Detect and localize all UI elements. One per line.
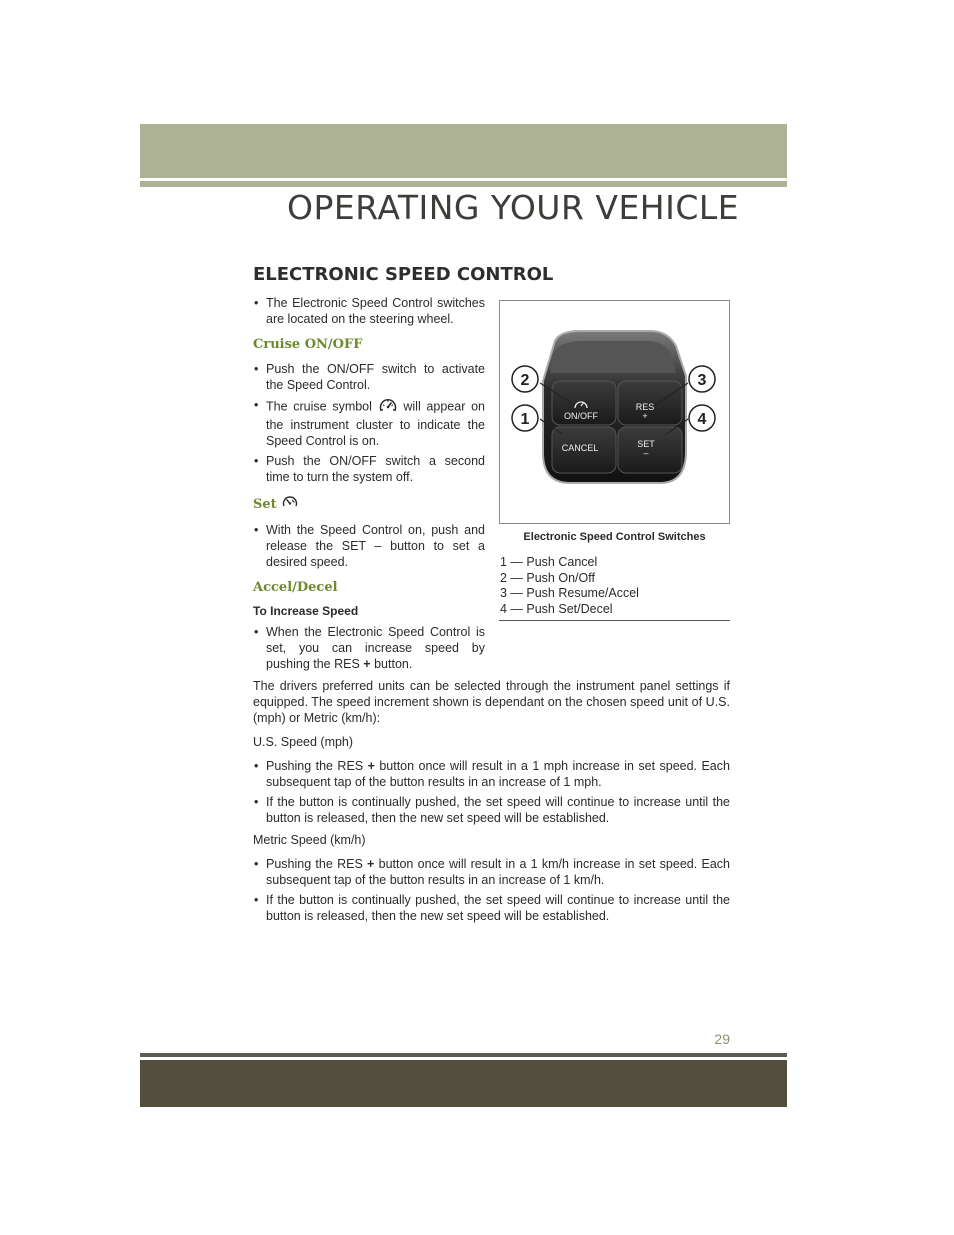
- metric-speed-label: Metric Speed (km/h): [253, 833, 366, 847]
- header-rule: [140, 181, 787, 187]
- footer-band: [140, 1060, 787, 1107]
- list-item: • Pushing the RES + button once will result in a 1 km/h increase in set speed. Each subsequent tap of the button results in an increase of 1 km/h.: [254, 857, 730, 887]
- callout-4-label: 4: [697, 411, 707, 428]
- set-list: [253, 522, 485, 570]
- increase-speed-subheading: To Increase Speed: [253, 604, 359, 618]
- list-item: • Pushing the RES + button once will result in a 1 mph increase in set speed. Each subsequent tap of the button results in an increase of 1 mph.: [254, 759, 730, 789]
- intro-list: [253, 295, 485, 327]
- set-heading: Set: [253, 495, 485, 514]
- cruise-speedometer-icon: [378, 397, 398, 417]
- header-band: [140, 124, 787, 178]
- callout-2-label: 2: [520, 372, 530, 389]
- list-item: • The Electronic Speed Control switches are located on the steering wheel.: [254, 296, 485, 326]
- callout-1-label: 1: [520, 411, 530, 428]
- onoff-button-label: ON/OFF: [564, 411, 598, 421]
- section-title: ELECTRONIC SPEED CONTROL: [253, 264, 554, 285]
- cruise-list: [253, 361, 485, 485]
- res-button-label: RES: [635, 402, 655, 412]
- speed-control-switches-illustration: [500, 301, 729, 523]
- accel-list: [253, 624, 485, 672]
- list-item: • If the button is continually pushed, the set speed will continue to increase until the button is released, then the new set speed will be established.: [254, 893, 730, 923]
- legend-item: 1 — Push Cancel: [500, 555, 598, 569]
- callout-3-label: 3: [697, 372, 707, 389]
- switch-figure: [499, 300, 730, 524]
- legend-item: 3 — Push Resume/Accel: [500, 586, 639, 600]
- us-speed-list: [253, 758, 730, 826]
- list-item: • With the Speed Control on, push and release the SET – button to set a desired speed.: [254, 523, 485, 569]
- left-column: [253, 295, 485, 676]
- cruise-heading: Cruise ON/OFF: [253, 337, 363, 352]
- cancel-button-label: CANCEL: [561, 443, 599, 453]
- page-number: 29: [714, 1031, 730, 1047]
- set-button-sign: –: [643, 448, 649, 458]
- legend-item: 2 — Push On/Off: [500, 570, 595, 585]
- accel-heading: Accel/Decel: [253, 580, 338, 595]
- us-speed-label: U.S. Speed (mph): [253, 735, 354, 749]
- metric-speed-list: [253, 856, 730, 924]
- list-item: • Push the ON/OFF switch to activate the Speed Control.: [254, 362, 485, 392]
- units-section: [253, 678, 730, 928]
- figure-legend: [500, 555, 730, 617]
- list-item: • The cruise symbol will appear on the instrument cluster to indicate the Speed Control is on.: [254, 398, 485, 448]
- list-item: • If the button is continually pushed, the set speed will continue to increase until the button is released, then the new set speed will be established.: [254, 795, 730, 825]
- footer-rule: [140, 1053, 787, 1057]
- chapter-title: OPERATING YOUR VEHICLE: [287, 188, 740, 227]
- list-item: • When the Electronic Speed Control is set, you can increase speed by pushing the RES + button.: [254, 625, 485, 671]
- res-button-sign: +: [642, 411, 648, 421]
- legend-rule: [499, 620, 730, 621]
- set-speed-icon: [281, 495, 299, 514]
- legend-item: 4 — Push Set/Decel: [500, 601, 613, 616]
- list-item: • Push the ON/OFF switch a second time to turn the system off.: [254, 454, 485, 484]
- set-button-label: SET: [637, 439, 655, 449]
- units-intro: The drivers preferred units can be selected through the instrument panel settings if equipped. The speed increment shown is dependant on the chosen speed unit of U.S. (mph) or Metric (km/h):: [253, 679, 730, 725]
- figure-caption: Electronic Speed Control Switches: [523, 531, 706, 543]
